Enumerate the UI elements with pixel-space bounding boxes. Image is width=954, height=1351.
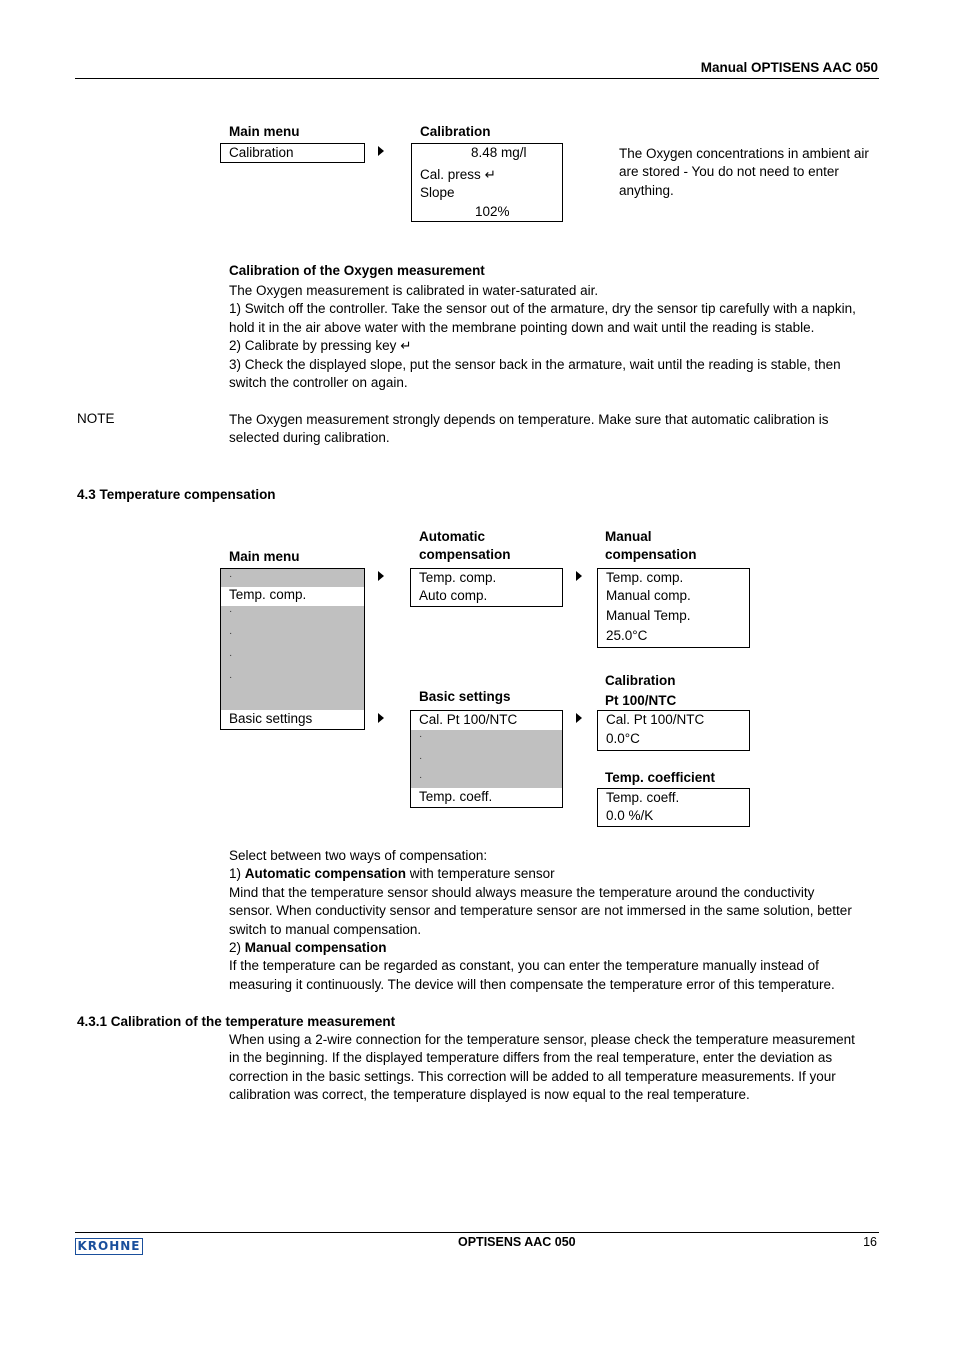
- calib-main-menu-box: [220, 143, 365, 163]
- basic-settings-label: Basic settings: [419, 689, 511, 704]
- auto-comp-label-1: Automatic: [419, 529, 486, 544]
- basic-coeff-box: [410, 788, 563, 808]
- coeff-line-1: Temp. coeff.: [606, 790, 680, 805]
- menu-gray-middle: [220, 606, 365, 710]
- manual-comp-label-1: Manual: [605, 529, 652, 544]
- page-number: 16: [863, 1235, 877, 1249]
- coeff-label: Temp. coefficient: [605, 770, 716, 785]
- menu-dot: ·: [229, 571, 233, 582]
- calib-main-menu-item: Calibration: [229, 145, 294, 160]
- calibration-note: The Oxygen concentrations in ambient air are stored - You do not need to enter anything.: [619, 146, 869, 198]
- menu-dot: ·: [229, 628, 233, 639]
- menu-gray-top: [220, 568, 365, 587]
- calibration-value: 8.48 mg/l: [471, 145, 527, 160]
- menu-basic-settings: Basic settings: [229, 711, 313, 726]
- header-title: Manual OPTISENS AAC 050: [700, 60, 878, 75]
- footer-title: OPTISENS AAC 050: [458, 1235, 576, 1249]
- arrow-right-icon: [576, 571, 582, 581]
- basic-cal-box: [410, 710, 563, 730]
- oxygen-line-1: The Oxygen measurement is calibrated in water-saturated air.: [229, 283, 599, 298]
- oxygen-line-3: 2) Calibrate by pressing key ↵: [229, 338, 412, 354]
- manual-comp-line-1: Temp. comp.: [606, 570, 684, 585]
- menu-temp-comp: Temp. comp.: [229, 587, 307, 602]
- calpt-label: [605, 671, 676, 711]
- basic-coeff-item: Temp. coeff.: [419, 789, 493, 804]
- oxygen-line-2: 1) Switch off the controller. Take the sensor out of the armature, dry the sensor tip carefully with a napkin, hold it in the air above water with the membrane pointing down and wait until the reading is stable.: [229, 301, 856, 335]
- comp-manual-prefix: 2): [229, 940, 245, 956]
- menu-dot: ·: [419, 753, 423, 764]
- manual-comp-label-2: compensation: [605, 547, 697, 563]
- basic-gray: [410, 730, 563, 788]
- calpt-box: [597, 710, 750, 751]
- calib-main-menu-label: Main menu: [229, 124, 300, 139]
- calibration-slope-label: Slope: [420, 185, 455, 200]
- manual-comp-line-4: 25.0°C: [606, 628, 648, 643]
- auto-comp-box: [410, 568, 563, 607]
- header-rule: [75, 78, 879, 79]
- section-431-title: 4.3.1 Calibration of the temperature measurement: [77, 1014, 396, 1029]
- manual-comp-box: [597, 568, 750, 648]
- coeff-line-2: 0.0 %/K: [606, 808, 654, 823]
- basic-cal-item: Cal. Pt 100/NTC: [419, 712, 518, 727]
- calibration-press: Cal. press ↵: [420, 167, 496, 182]
- comp-manual-desc: If the temperature can be regarded as constant, you can enter the temperature manually instead of measuring it continuously. The device will then compensate the temperature error of this temperature.: [229, 958, 835, 992]
- comp-manual-bold: Manual compensation: [244, 940, 387, 956]
- arrow-right-icon: [378, 571, 384, 581]
- footer-rule: [75, 1232, 879, 1233]
- comp-auto-line: [229, 865, 859, 883]
- menu-basic-settings-box: [220, 710, 365, 730]
- oxygen-line-4: 3) Check the displayed slope, put the sensor back in the armature, wait until the reading is stable, then switch the controller on again.: [229, 356, 841, 391]
- auto-comp-line-1: Temp. comp.: [419, 570, 497, 585]
- calibration-label: Calibration: [420, 124, 491, 139]
- calpt-label-1: Calibration: [605, 673, 676, 688]
- menu-dot: ·: [229, 606, 233, 617]
- menu-temp-comp-box: [220, 587, 365, 606]
- oxygen-section-body: [229, 282, 859, 392]
- calibration-box: [411, 143, 563, 222]
- comp-auto-rest: with temperature sensor: [406, 866, 555, 882]
- comp-intro: Select between two ways of compensation:: [229, 848, 488, 863]
- comp-auto-prefix: 1): [229, 866, 245, 882]
- temp-section-title: 4.3 Temperature compensation: [77, 487, 276, 502]
- temp-main-menu-label: Main menu: [229, 549, 300, 564]
- menu-dot: ·: [419, 731, 423, 742]
- compensation-text: [229, 847, 859, 994]
- arrow-right-icon: [576, 713, 582, 723]
- section-431-text: When using a 2-wire connection for the temperature sensor, please check the temperature measurement in the beginning. If the displayed temperature differs from the real temperature, enter the deviation as correction in the basic settings. This correction will be added to all temperature measurements. If your calibration was correct, the temperature displayed is now equal to the real temperature.: [229, 1032, 855, 1103]
- calpt-line-2: 0.0°C: [606, 731, 640, 746]
- oxygen-section-title: Calibration of the Oxygen measurement: [229, 263, 485, 278]
- comp-auto-bold: Automatic compensation: [244, 866, 407, 882]
- manual-comp-label: [605, 528, 697, 565]
- arrow-right-icon: [378, 146, 384, 156]
- calpt-label-2: Pt 100/NTC: [605, 693, 677, 708]
- calibration-slope-value: 102%: [475, 204, 510, 219]
- manual-comp-line-3: Manual Temp.: [606, 608, 691, 623]
- krohne-logo: KROHNE: [75, 1238, 143, 1255]
- comp-auto-desc: Mind that the temperature sensor should always measure the temperature around the conductivity sensor. When conductivity sensor and temperature sensor are not immersed in the same solution, better switch to manual compensation.: [229, 884, 852, 937]
- menu-dot: ·: [229, 650, 233, 661]
- menu-dot: ·: [229, 672, 233, 683]
- calpt-line-1: Cal. Pt 100/NTC: [606, 712, 705, 727]
- coeff-box: [597, 788, 750, 827]
- note-text: The Oxygen measurement strongly depends on temperature. Make sure that automatic calibration is selected during calibration.: [229, 412, 829, 446]
- arrow-right-icon: [378, 713, 384, 723]
- auto-comp-label: [419, 528, 511, 565]
- manual-comp-line-2: Manual comp.: [606, 588, 691, 603]
- note-label: NOTE: [77, 411, 115, 426]
- auto-comp-label-2: compensation: [419, 547, 511, 563]
- menu-dot: ·: [419, 772, 423, 783]
- auto-comp-line-2: Auto comp.: [419, 588, 488, 603]
- comp-manual-line: [229, 939, 859, 957]
